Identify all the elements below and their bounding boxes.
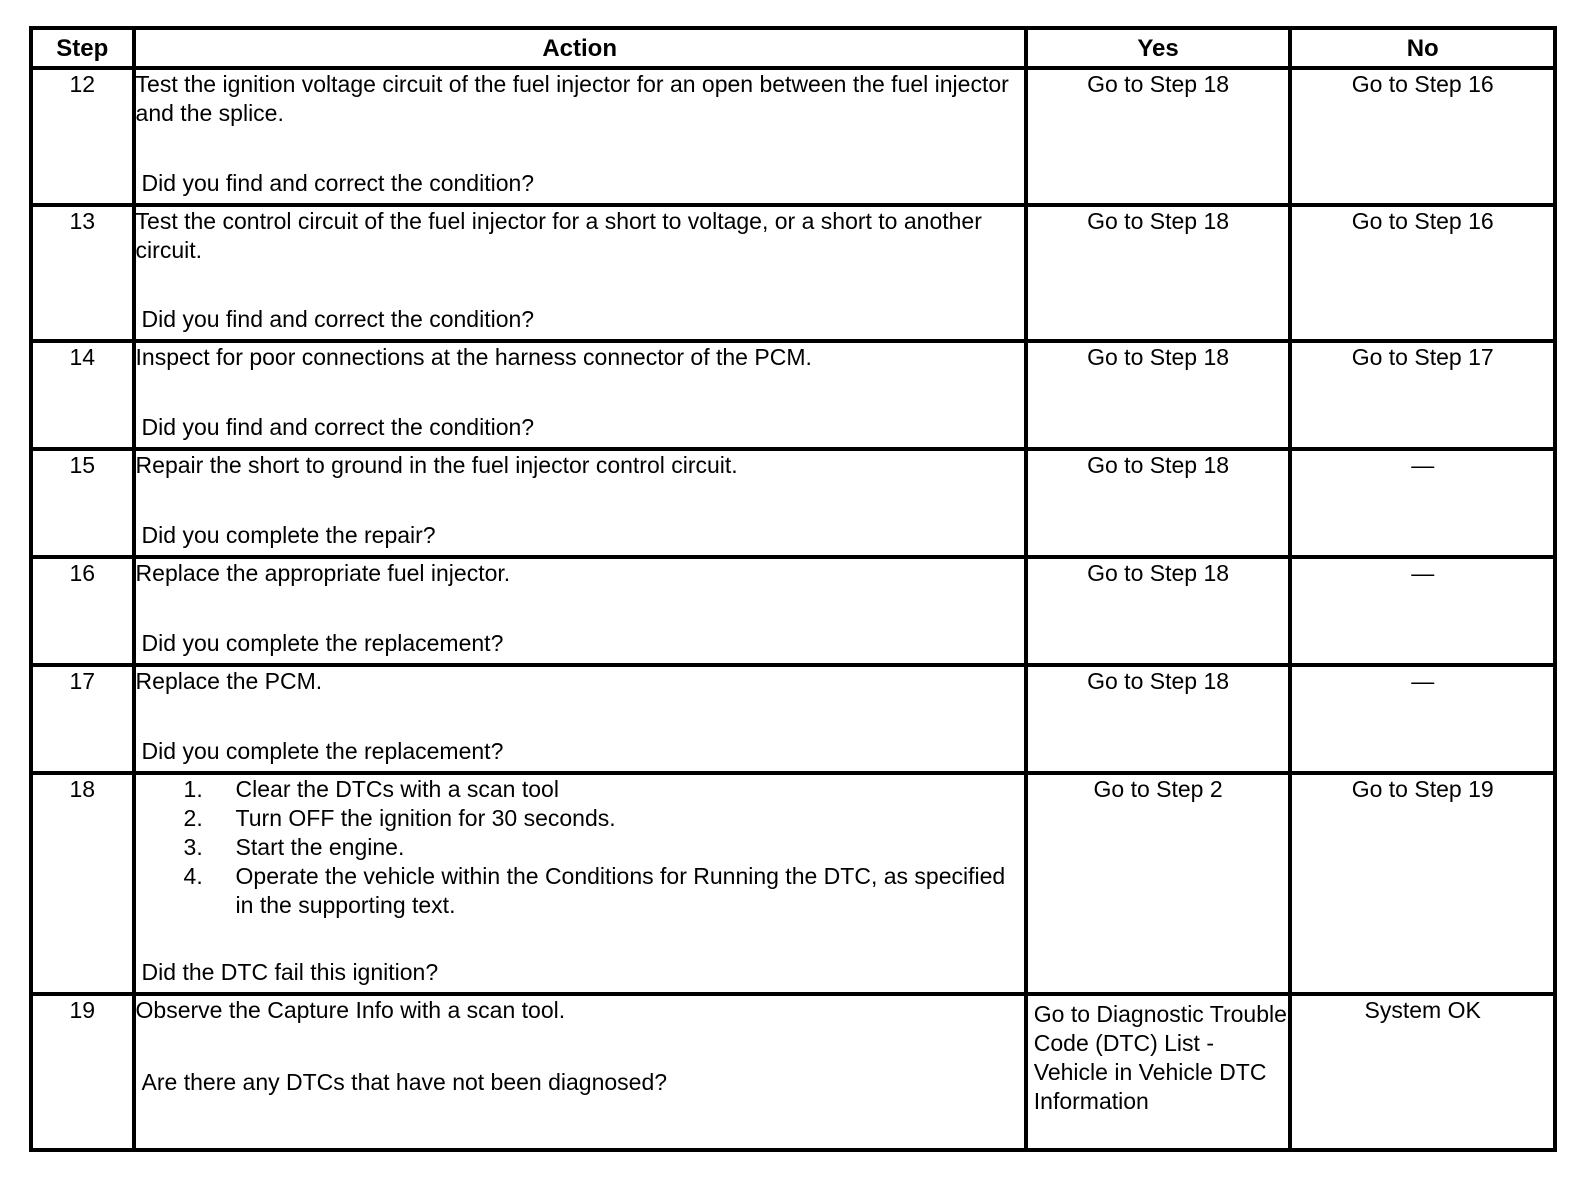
- action-cell: [134, 68, 1026, 205]
- substep-number: 1.: [183, 776, 203, 802]
- action-text: Observe the Capture Info with a scan tool.: [135, 997, 566, 1023]
- substep-text: Clear the DTCs with a scan tool: [235, 776, 559, 802]
- step-number: 17: [31, 665, 134, 773]
- table-row: [31, 205, 1555, 341]
- header-step: Step: [31, 28, 134, 68]
- no-result-dash: —: [1290, 557, 1555, 665]
- step-number: 13: [31, 205, 134, 341]
- action-question: Did the DTC fail this ignition?: [141, 959, 439, 985]
- step-number: 14: [31, 341, 134, 449]
- action-text: Test the ignition voltage circuit of the fuel injector for an open between the fuel injector and the splice.: [135, 71, 1009, 126]
- action-question: Did you find and correct the condition?: [141, 170, 535, 196]
- no-result-dash: —: [1290, 665, 1555, 773]
- action-cell: [134, 557, 1026, 665]
- action-cell: [134, 449, 1026, 557]
- action-text: Replace the PCM.: [135, 668, 323, 694]
- no-result-dash: —: [1290, 449, 1555, 557]
- step-number: 16: [31, 557, 134, 665]
- no-result: Go to Step 17: [1290, 341, 1555, 449]
- header-action: Action: [134, 28, 1026, 68]
- yes-result: Go to Step 18: [1026, 341, 1291, 449]
- action-text: Test the control circuit of the fuel injector for a short to voltage, or a short to another circuit.: [135, 208, 982, 263]
- table-row: [31, 449, 1555, 557]
- table-row: [31, 557, 1555, 665]
- table-row: [31, 68, 1555, 205]
- header-yes: Yes: [1026, 28, 1291, 68]
- action-question: Did you complete the repair?: [141, 522, 436, 548]
- yes-result: Go to Step 2: [1026, 773, 1291, 994]
- substep-number: 2.: [183, 805, 203, 831]
- action-cell: [134, 665, 1026, 773]
- substep-text: Operate the vehicle within the Conditions for Running the DTC, as specified in the supporting text.: [235, 863, 1006, 918]
- action-question: Did you complete the replacement?: [141, 738, 504, 764]
- yes-result: Go to Step 18: [1026, 557, 1291, 665]
- substep-item: [184, 862, 1024, 920]
- substep-number: 3.: [183, 834, 203, 860]
- action-question: Did you complete the replacement?: [141, 630, 504, 656]
- action-question: Are there any DTCs that have not been diagnosed?: [141, 1069, 668, 1095]
- action-text: Replace the appropriate fuel injector.: [135, 560, 511, 586]
- substep-item: [184, 833, 1024, 862]
- yes-result: Go to Step 18: [1026, 665, 1291, 773]
- yes-result: Go to Step 18: [1026, 449, 1291, 557]
- action-question: Did you find and correct the condition?: [141, 306, 535, 332]
- action-text: Inspect for poor connections at the harness connector of the PCM.: [135, 344, 812, 370]
- substep-text: Start the engine.: [235, 834, 405, 860]
- step-number: 15: [31, 449, 134, 557]
- step-number: 12: [31, 68, 134, 205]
- step-number: 19: [31, 994, 134, 1150]
- table-row: [31, 341, 1555, 449]
- no-result: System OK: [1290, 994, 1555, 1150]
- header-no: No: [1290, 28, 1555, 68]
- action-cell: [134, 205, 1026, 341]
- diagnostic-table: [29, 26, 1557, 1152]
- yes-result: Go to Step 18: [1026, 205, 1291, 341]
- substep-item: [184, 775, 1024, 804]
- yes-result: Go to Diagnostic Trouble Code (DTC) List - Vehicle in Vehicle DTC Information: [1026, 994, 1291, 1150]
- no-result: Go to Step 16: [1290, 68, 1555, 205]
- no-result: Go to Step 19: [1290, 773, 1555, 994]
- header-row: [31, 28, 1555, 68]
- table-row: [31, 773, 1555, 994]
- step-number: 18: [31, 773, 134, 994]
- no-result: Go to Step 16: [1290, 205, 1555, 341]
- action-cell: [134, 341, 1026, 449]
- substep-item: [184, 804, 1024, 833]
- action-question: Did you find and correct the condition?: [141, 414, 535, 440]
- action-cell: [134, 994, 1026, 1150]
- table-row: [31, 994, 1555, 1150]
- substep-list: [136, 775, 1024, 920]
- action-cell: [134, 773, 1026, 994]
- substep-text: Turn OFF the ignition for 30 seconds.: [235, 805, 616, 831]
- action-text: Repair the short to ground in the fuel injector control circuit.: [135, 452, 738, 478]
- table-row: [31, 665, 1555, 773]
- substep-number: 4.: [183, 863, 203, 889]
- yes-result: Go to Step 18: [1026, 68, 1291, 205]
